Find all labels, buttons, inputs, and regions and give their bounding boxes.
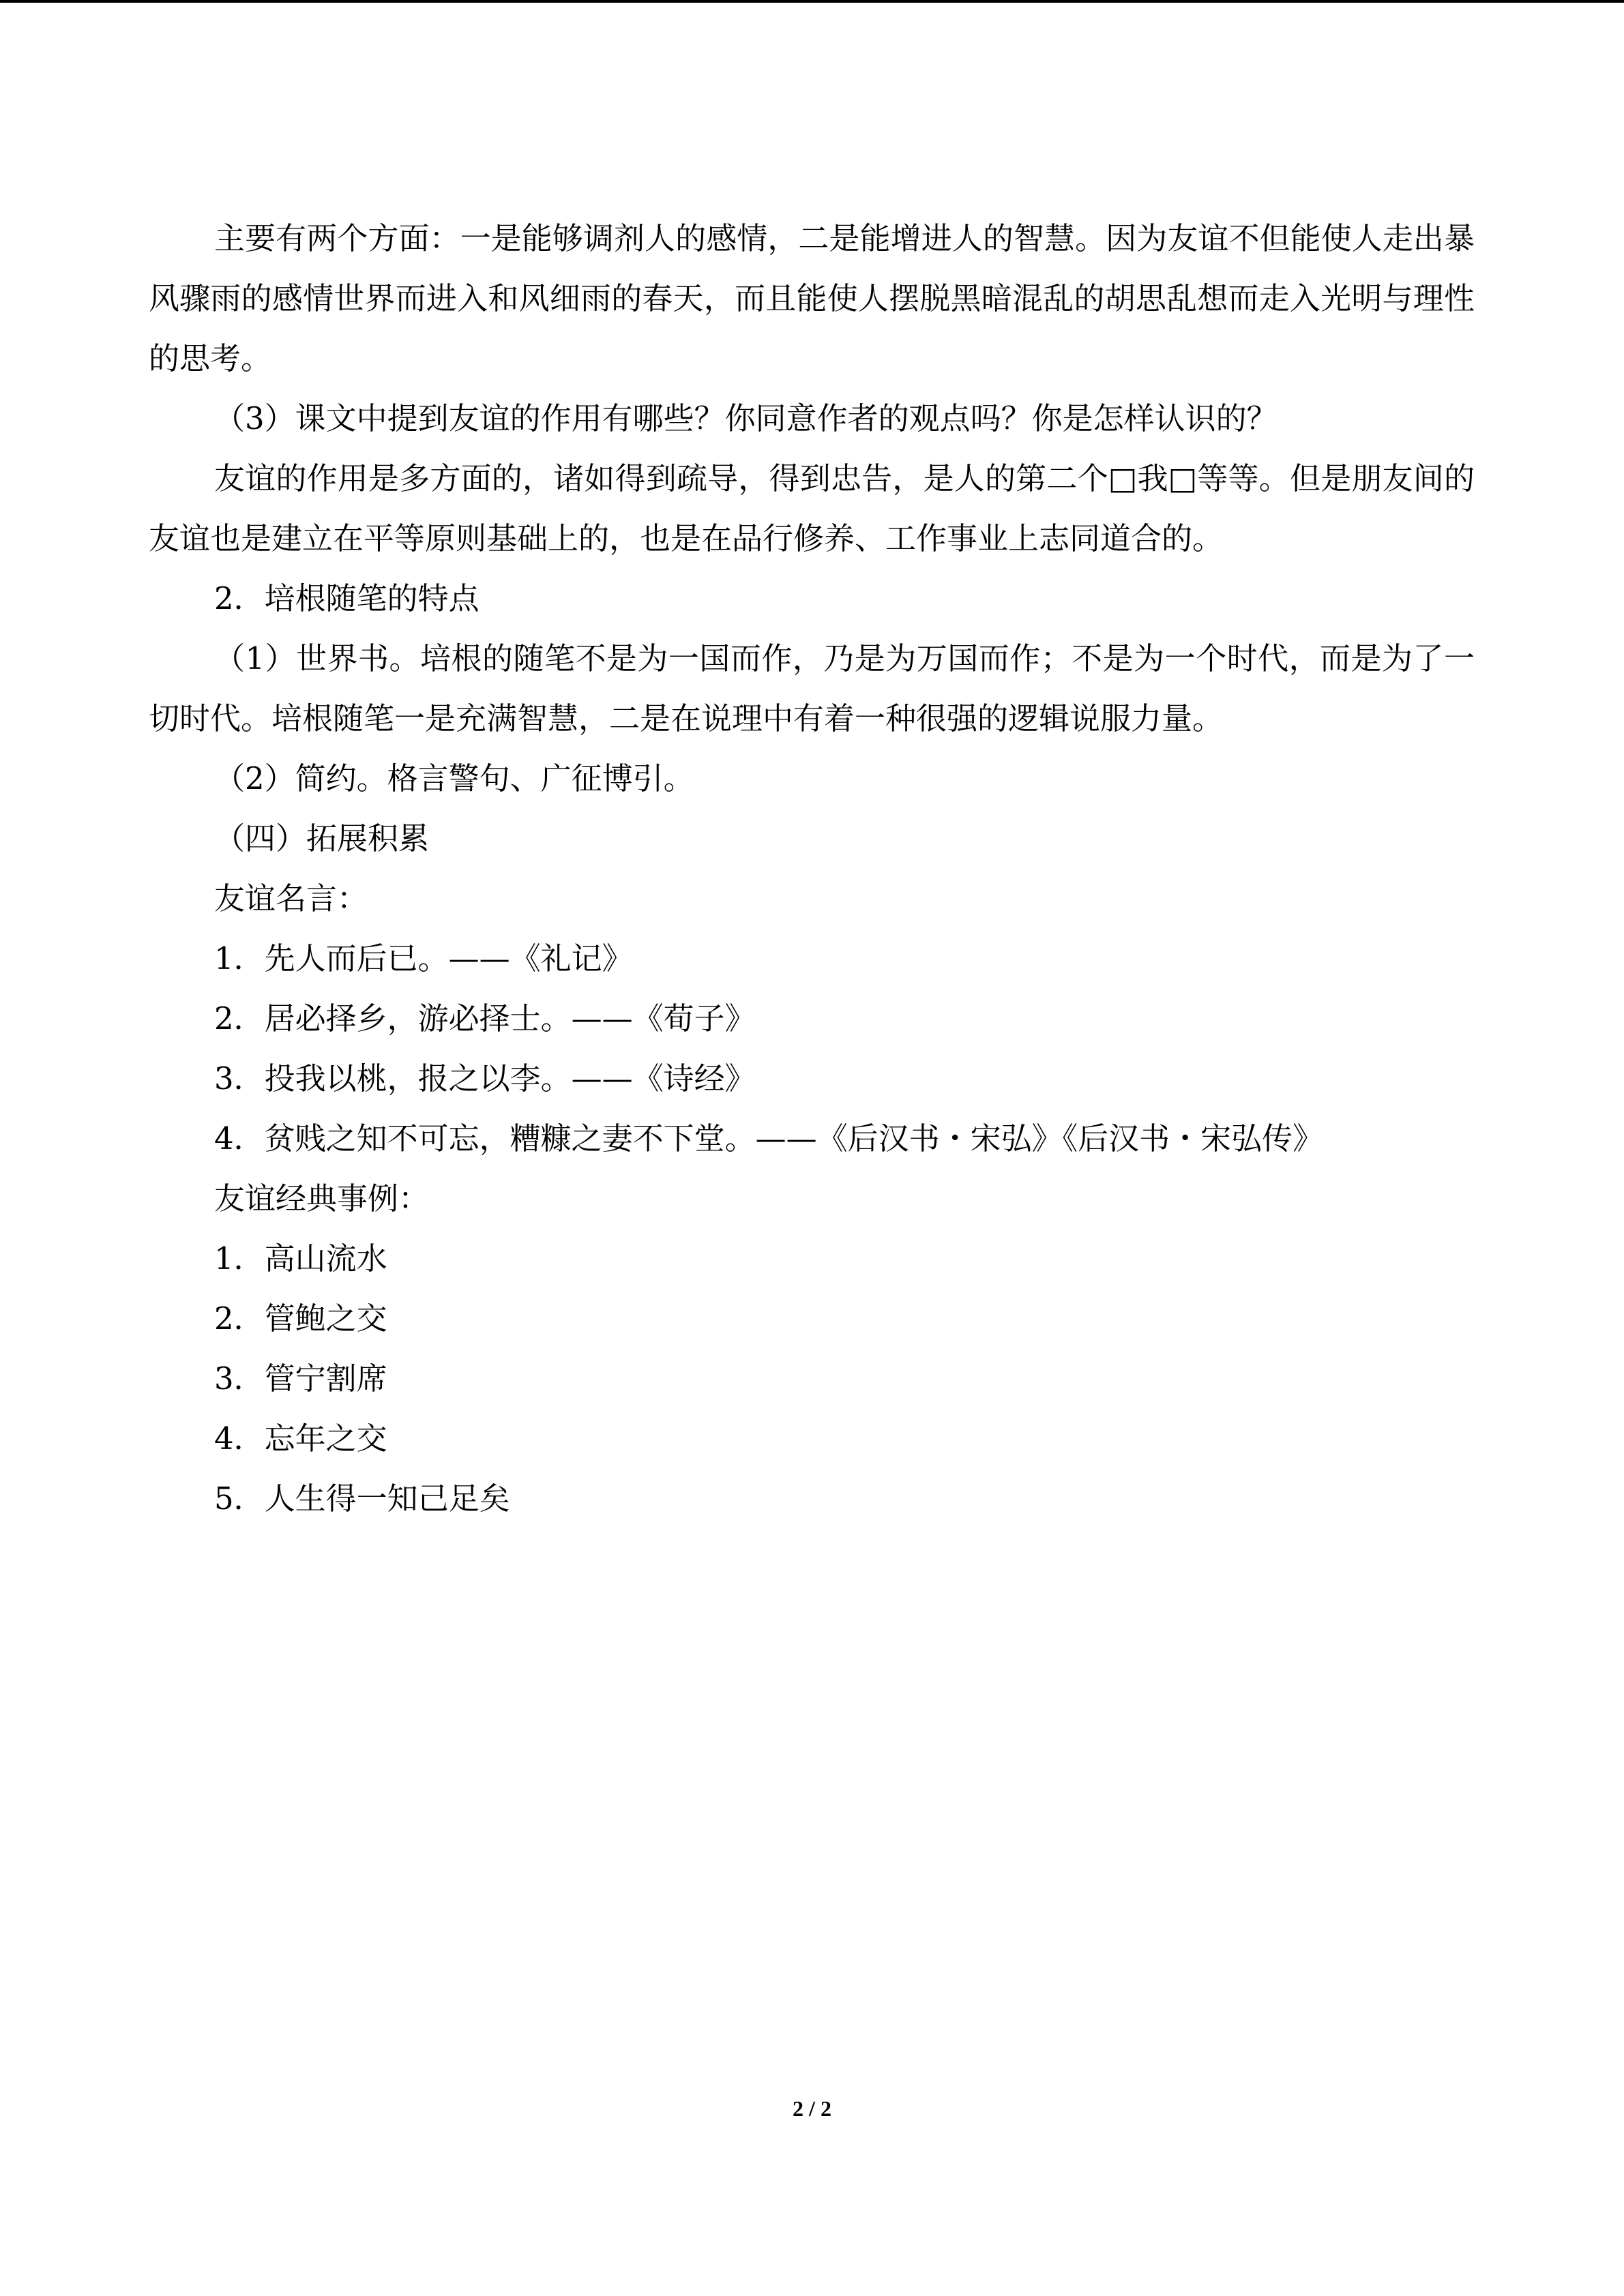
page-number: 2 / 2: [793, 2096, 831, 2121]
quote-item: 1．先人而后已。——《礼记》: [214, 940, 633, 976]
paragraph-answer-3: 友谊的作用是多方面的，诸如得到疏导，得到忠告，是人的第二个□我□等等。但是朋友间的友谊也是建立在平等原则基础上的，也是在品行修养、工作事业上志同道合的。: [149, 460, 1475, 556]
quote-item: 2．居必择乡，游必择士。——《荀子》: [214, 1000, 756, 1037]
quotes-heading: 友谊名言：: [214, 880, 368, 916]
example-item: 5．人生得一知己足矣: [214, 1480, 510, 1517]
example-item: 1．高山流水: [214, 1240, 387, 1277]
paragraph-friendship-effects: 主要有两个方面：一是能够调剂人的感情，二是能增进人的智慧。因为友谊不但能使人走出暴风骤雨的感情世界而进入和风细雨的春天，而且能使人摆脱黑暗混乱的胡思乱想而走入光明与理性的思考。: [149, 220, 1475, 376]
quote-item: 4．贫贱之知不可忘，糟糠之妻不下堂。——《后汉书・宋弘》《后汉书・宋弘传》: [214, 1120, 1324, 1157]
quote-item: 3．投我以桃，报之以李。——《诗经》: [214, 1060, 756, 1097]
section-heading-extension: （四）拓展积累: [214, 820, 430, 856]
document-body: [149, 209, 1475, 1529]
examples-heading: 友谊经典事例：: [214, 1180, 430, 1217]
example-item: 4．忘年之交: [214, 1420, 387, 1457]
paragraph-world-book: （1）世界书。培根的随笔不是为一国而作，乃是为万国而作；不是为一个时代，而是为了一切时代。培根随笔一是充满智慧，二是在说理中有着一种很强的逻辑说服力量。: [149, 640, 1475, 736]
top-border-line: [0, 0, 1624, 3]
question-3: （3）课文中提到友谊的作用有哪些？你同意作者的观点吗？你是怎样认识的？: [214, 400, 1278, 436]
section-heading-bacon-features: 2．培根随笔的特点: [214, 580, 479, 616]
example-item: 2．管鲍之交: [214, 1300, 387, 1337]
paragraph-concise: （2）简约。格言警句、广征博引。: [214, 760, 694, 796]
example-item: 3．管宁割席: [214, 1360, 387, 1397]
